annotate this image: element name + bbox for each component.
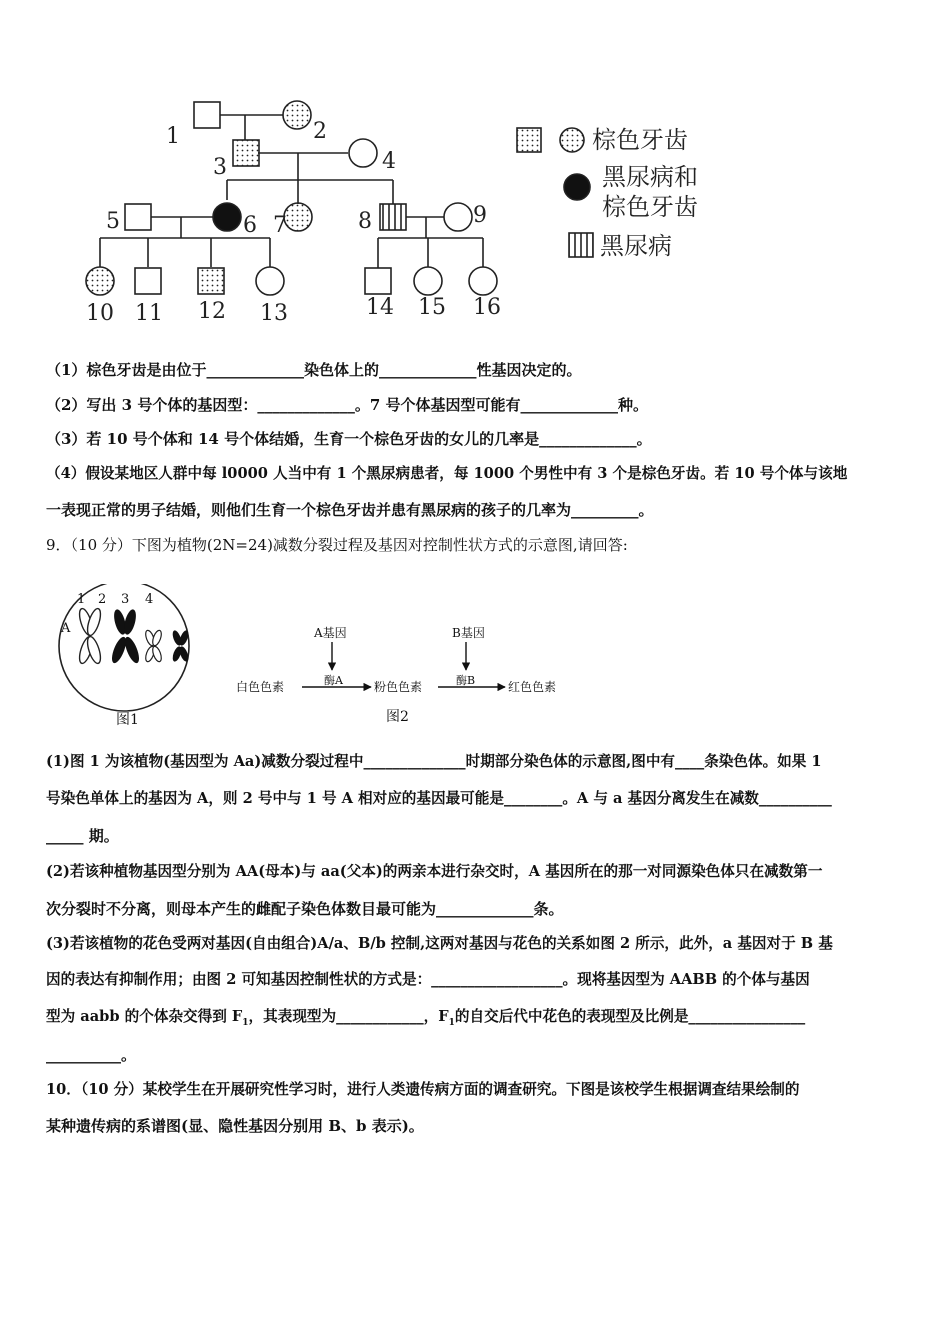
legend-both-line2: 棕色牙齿 [602,193,698,221]
q8-part2: （2）写出 3 号个体的基因型：_____________。7 号个体基因型可能有_____________种。 [46,396,648,414]
q9-part1-line1: (1)图 1 为该植物(基因型为 Aa)减数分裂过程中______________时期部分染色体的示意图,图中有____条染色体。如果 1 [46,753,822,770]
q9-part3-line1: (3)若该植物的花色受两对基因(自由组合)A/a、B/b 控制,这两对基因与花色的关系如图 2 所示，此外，a 基因对于 B 基 [46,935,833,952]
pink-pigment: 粉色色素 [374,680,423,694]
legend-brown-teeth: 棕色牙齿 [592,126,688,154]
label-7: 7 [273,213,287,238]
label-12: 12 [198,299,226,324]
q10-line1: 10．（10 分）某校学生在开展研究性学习时，进行人类遗传病方面的调查研究。下图是该校学生根据调查结果绘制的 [46,1081,800,1098]
legend-circle-black [564,174,590,200]
individual-5 [125,204,151,230]
chromosome-number-2: 2 [98,592,107,607]
label-2: 2 [313,119,327,144]
enzyme-a-label: 酶A [324,674,343,687]
chromatid-4b-upper [151,629,163,646]
q9-part3-line3-mid: ，其表现型为____________，F [248,1008,449,1025]
individual-8 [380,204,406,230]
enzyme-b-label: 酶B [456,674,476,687]
label-11: 11 [135,301,163,326]
q9-part2-line2: 次分裂时不分离，则母本产生的雌配子染色体数目最可能为_____________条。 [46,900,564,918]
individual-9 [444,203,472,231]
q8-part4-line1: （4）假设某地区人群中每 l0000 人当中有 1 个黑尿病患者，每 1000 个男性中有 3 个是棕色牙齿。若 10 号个体与该地 [46,465,848,482]
individual-4 [349,139,377,167]
figure-2-caption: 图2 [386,709,409,725]
label-5: 5 [106,209,120,234]
individual-13 [256,267,284,295]
gene-label-a: A [61,621,71,636]
label-1: 1 [166,124,180,149]
label-3: 3 [213,155,227,180]
legend-square-dotted [517,128,541,152]
individual-2 [283,101,311,129]
gene-b-label: B基因 [452,626,485,640]
figure-1 [46,584,216,729]
gene-a-label: A基因 [314,626,347,640]
q9-part3-line3-pre: 型为 aabb 的个体杂交得到 F [46,1008,243,1025]
figure-2 [228,620,588,730]
individual-15 [414,267,442,295]
legend-both-line1: 黑尿病和 [602,163,698,191]
q9-part1-line2: 号染色单体上的基因为 A，则 2 号中与 1 号 A 相对应的基因最可能是________。A 与 a 基因分离发生在减数__________ [46,790,832,807]
chromosome-number-4: 4 [145,592,154,607]
legend-square-striped [569,233,593,257]
individual-14 [365,268,391,294]
chromosome-number-1: 1 [77,592,86,607]
chromosome-number-3: 3 [121,592,130,607]
label-4: 4 [382,149,396,174]
q8-part4-line2: 一表现正常的男子结婚，则他们生育一个棕色牙齿并患有黑尿病的孩子的几率为_________。 [46,501,654,519]
label-6: 6 [243,213,257,238]
q9-part2-line1: (2)若该种植物基因型分别为 AA(母本)与 aa(父本)的两亲本进行杂交时，A 基因所在的那一对同源染色体只在减数第一 [46,863,823,880]
red-pigment: 红色色素 [508,680,557,694]
label-8: 8 [358,209,372,234]
individual-11 [135,268,161,294]
legend-circle-dotted [560,128,584,152]
individual-1 [194,102,220,128]
q8-part3: （3）若 10 号个体和 14 号个体结婚，生育一个棕色牙齿的女儿的几率是_____________。 [46,430,652,448]
individual-7 [284,203,312,231]
q9-part3-line4: __________。 [46,1046,137,1064]
subscript-1a: 1 [242,1017,249,1028]
individual-3 [233,140,259,166]
q9-part3-line3-post: 的自交后代中花色的表现型及比例是________________ [454,1008,806,1025]
chromatid-4b-lower [151,645,163,662]
q9-intro: 9．（10 分）下图为植物(2N=24)减数分裂过程及基因对控制性状方式的示意图,请回答: [46,536,628,554]
white-pigment: 白色色素 [236,680,285,694]
individual-16 [469,267,497,295]
q9-part1-line3: _____ 期。 [46,827,119,845]
individual-6 [213,203,241,231]
subscript-1b: 1 [448,1017,455,1028]
q8-part1: （1）棕色牙齿是由位于_____________染色体上的_____________性基因决定的。 [46,361,582,379]
label-10: 10 [86,301,114,326]
figure-1-caption: 图1 [116,712,139,728]
label-14: 14 [366,295,394,320]
label-13: 13 [260,301,288,326]
q9-part3-line3 [46,1007,908,1033]
individual-10 [86,267,114,295]
label-15: 15 [418,295,446,320]
q10-line2: 某种遗传病的系谱图(显、隐性基因分别用 B、b 表示)。 [46,1117,424,1135]
q9-part3-line2: 因的表达有抑制作用；由图 2 可知基因控制性状的方式是：__________________。现将基因型为 AABB 的个体与基因 [46,971,810,988]
label-16: 16 [473,295,501,320]
pedigree-figure [80,88,740,338]
label-9: 9 [473,203,487,228]
legend-alkaptonuria: 黑尿病 [600,232,672,260]
individual-12 [198,268,224,294]
